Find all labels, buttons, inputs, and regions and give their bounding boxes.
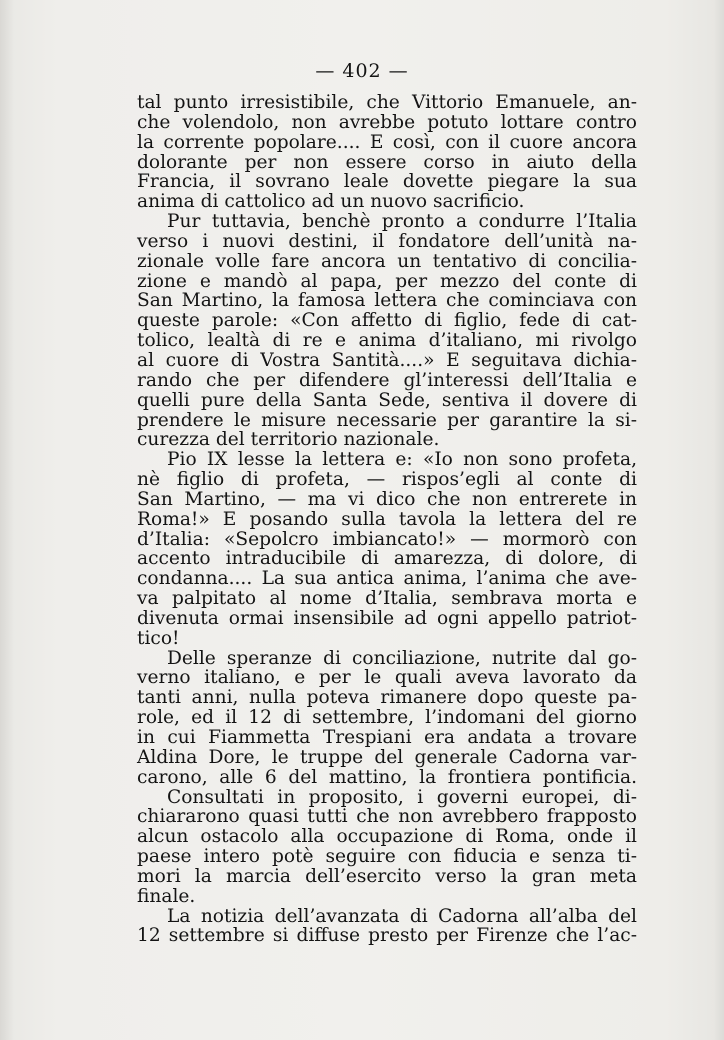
text-line: zionale volle fare ancora un tentativo di concilia- [137, 250, 637, 272]
text-line: queste parole: «Con affetto di figlio, fede di cat- [137, 310, 637, 332]
page-number: — 402 — [315, 60, 409, 82]
text-line: verno italiano, e per le quali aveva lavorato da [137, 667, 637, 689]
text-line: Delle speranze di conciliazione, nutrite dal go- [167, 647, 637, 669]
text-line: divenuta ormai insensibile ad ogni appello patriot- [137, 607, 637, 629]
text-line: nè figlio di profeta, — rispos’egli al conte di [137, 469, 637, 491]
text-line: La notizia dell’avanzata di Cadorna all’alba del [167, 905, 637, 927]
text-line: che volendolo, non avrebbe potuto lottare contro [137, 111, 637, 133]
text-line: finale. [137, 885, 196, 907]
text-line: Roma!» E posando sulla tavola la lettera del re [137, 508, 637, 530]
text-line: role, ed il 12 di settembre, l’indomani del giorno [137, 707, 637, 729]
text-line: verso i nuovi destini, il fondatore dell’unità na- [137, 230, 637, 252]
text-line: carono, alle 6 del mattino, la frontiera pontificia. [137, 766, 637, 788]
page-left-shadow [0, 0, 14, 1040]
text-line: al cuore di Vostra Santità....» E seguitava dichia- [137, 349, 637, 371]
text-line: prendere le misure necessarie per garantire la si- [137, 409, 637, 431]
text-line: paese intero potè seguire con fiducia e senza ti- [137, 846, 637, 868]
text-line: condanna.... La sua antica anima, l’anima che ave- [137, 568, 637, 590]
text-line: rando che per difendere gl’interessi dell’Italia e [137, 369, 637, 391]
text-line: tico! [137, 627, 180, 649]
text-line: Pur tuttavia, benchè pronto a condurre l’Italia [167, 211, 637, 233]
text-line: San Martino, la famosa lettera che cominciava con [137, 290, 637, 312]
text-line: tanti anni, nulla poteva rimanere dopo queste pa- [137, 687, 637, 709]
text-line: tolico, lealtà di re e anima d’italiano, mi rivolgo [137, 330, 637, 352]
text-line: tal punto irresistibile, che Vittorio Emanuele, an- [137, 92, 637, 113]
text-line: accento intraducibile di amarezza, di dolore, di [137, 548, 637, 570]
text-line: alcun ostacolo alla occupazione di Roma, onde il [137, 826, 637, 848]
body-text [137, 93, 637, 946]
text-line: la corrente popolare.... E così, con il cuore ancora [137, 131, 637, 153]
text-line: San Martino, — ma vi dico che non entrerete in [137, 488, 637, 510]
text-line: in cui Fiammetta Trespiani era andata a trovare [137, 727, 637, 748]
text-line: dolorante per non essere corso in aiuto della [137, 151, 637, 173]
text-line: Consultati in proposito, i governi europei, di- [167, 786, 637, 808]
text-line: 12 settembre si diffuse presto per Firenze che l’ac- [137, 925, 637, 947]
text-line: mori la marcia dell’esercito verso la gran meta [137, 865, 637, 887]
text-line: d’Italia: «Sepolcro imbiancato!» — mormorò con [137, 528, 637, 550]
text-line: zione e mandò al papa, per mezzo del conte di [137, 270, 637, 292]
text-line: Francia, il sovrano leale dovette piegare la sua [137, 171, 637, 193]
text-line: Pio IX lesse la lettera e: «Io non sono profeta, [167, 449, 637, 471]
text-line: quelli pure della Santa Sede, sentiva il dovere di [137, 389, 637, 411]
page-right-shadow [714, 0, 724, 1040]
text-line: chiararono quasi tutti che non avrebbero frapposto [137, 806, 637, 828]
text-line: anima di cattolico ad un nuovo sacrificio. [137, 191, 525, 213]
text-line: Aldina Dore, le truppe del generale Cadorna var- [137, 746, 637, 768]
text-line: va palpitato al nome d’Italia, sembrava morta e [137, 588, 637, 610]
text-line: curezza del territorio nazionale. [137, 429, 440, 451]
